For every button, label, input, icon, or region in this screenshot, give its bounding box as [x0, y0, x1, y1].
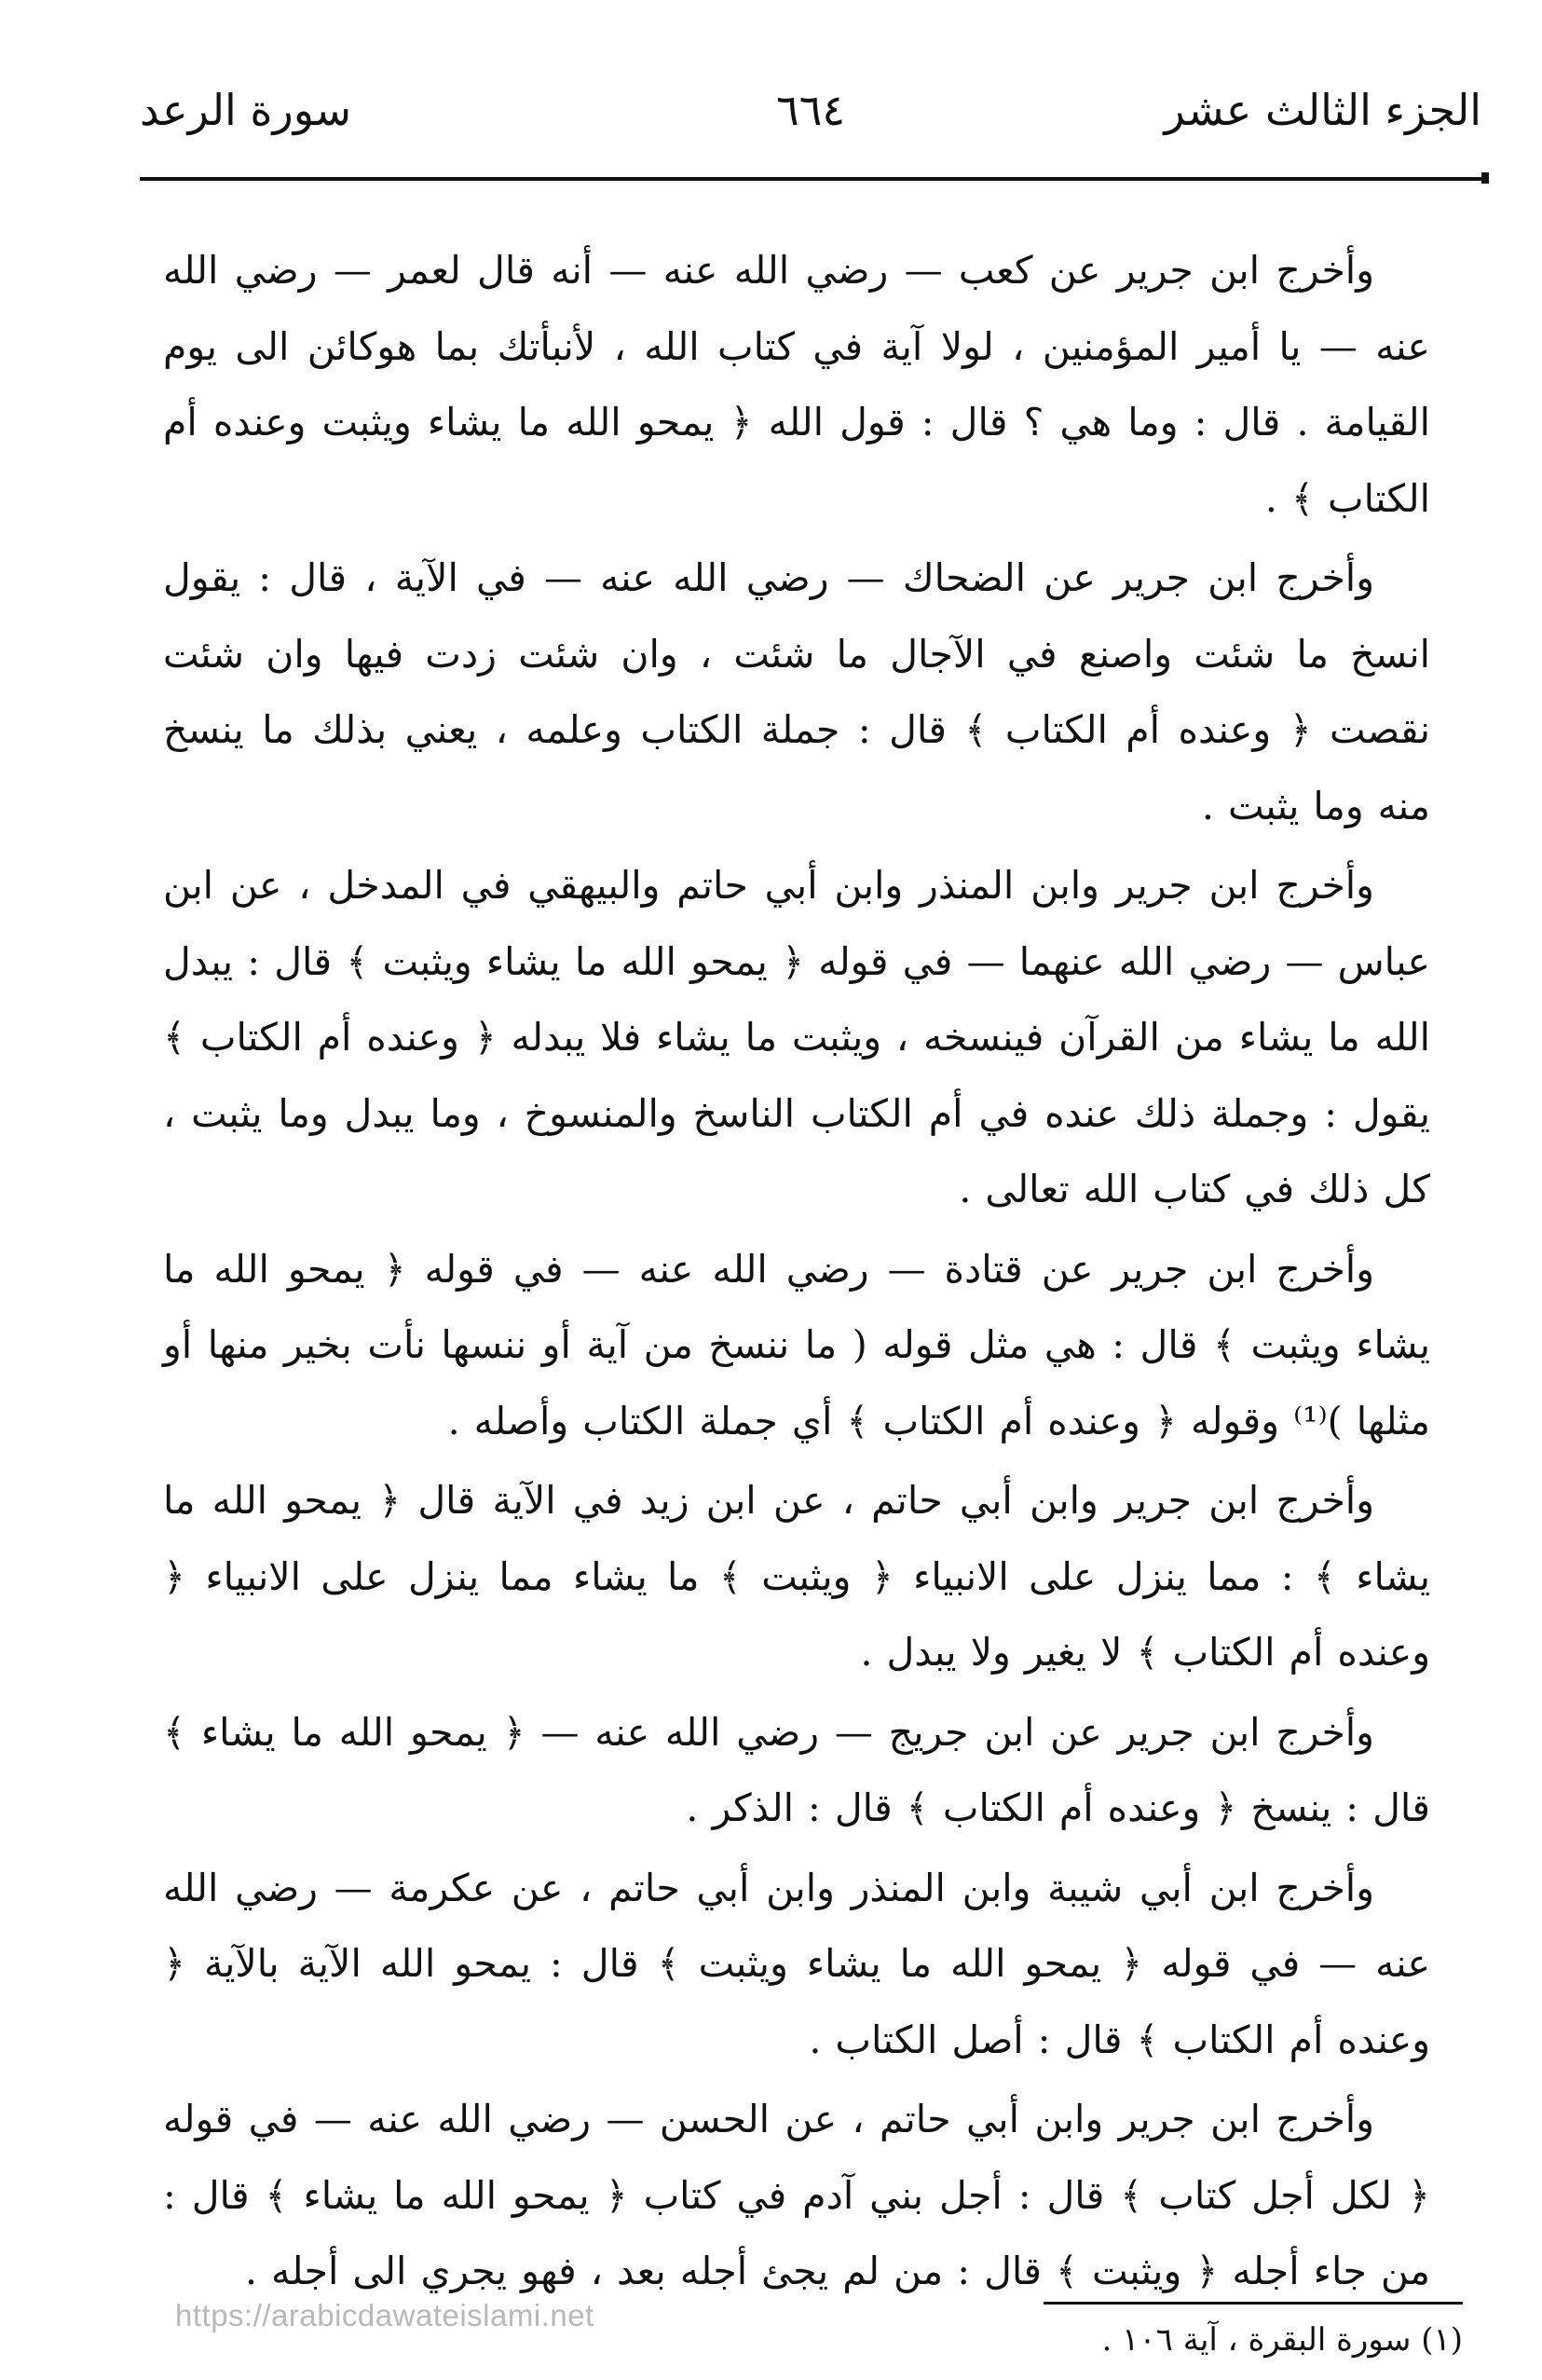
running-header — [140, 73, 1481, 147]
paragraph-6: وأخرج ابن جرير عن ابن جريج — رضي الله عنه — ﴿ يمحو الله ما يشاء ﴾ قال : ينسخ ﴿ وعنده أم الكتاب ﴾ قال : الذكر . — [163, 1709, 1430, 1830]
surah-title: سورة الرعد — [140, 85, 352, 135]
paragraph-3: وأخرج ابن جرير وابن المنذر وابن أبي حاتم والبيهقي في المدخل ، عن ابن عباس — رضي الله عنهما — في قوله ﴿ يمحو الله ما يشاء ويثبت ﴾ قال : يبدل الله ما يشاء من القرآن فينسخه ، ويثبت ما يشاء فلا يبدله ﴿ وعنده أم الكتاب ﴾ يقول : وجملة ذلك عنده في أم الكتاب الناسخ والمنسوخ ، وما يبدل وما يثبت ، كل ذلك في كتاب الله تعالى . — [163, 863, 1430, 1211]
paragraph-5: وأخرج ابن جرير وابن أبي حاتم ، عن ابن زيد في الآية قال ﴿ يمحو الله ما يشاء ﴾ : مما ينزل على الانبياء ﴿ ويثبت ﴾ ما يشاء مما ينزل على الانبياء ﴿ وعنده أم الكتاب ﴾ لا يغير ولا يبدل . — [163, 1478, 1430, 1675]
header-divider — [140, 177, 1481, 181]
body-text — [163, 233, 1430, 2314]
footnote: (١) سورة البقرة ، آية ١٠٦ . — [1101, 2321, 1463, 2359]
paragraph-4: وأخرج ابن جرير عن قتادة — رضي الله عنه — في قوله ﴿ يمحو الله ما يشاء ويثبت ﴾ قال : هي مثل قوله ( ما ننسخ من آية أو ننسها نأت بخير منها أو مثلها )⁽¹⁾ وقوله ﴿ وعنده أم الكتاب ﴾ أي جملة الكتاب وأصله . — [163, 1246, 1430, 1443]
part-title: الجزء الثالث عشر — [1164, 85, 1481, 135]
watermark-url: https://arabicdawateislami.net — [175, 2298, 594, 2332]
paragraph-7: وأخرج ابن أبي شيبة وابن المنذر وابن أبي حاتم ، عن عكرمة — رضي الله عنه — في قوله ﴿ يمحو الله ما يشاء ويثبت ﴾ قال : يمحو الله الآية بالآية ﴿ وعنده أم الكتاب ﴾ قال : أصل الكتاب . — [163, 1865, 1430, 2062]
footnote-divider — [1044, 2302, 1463, 2305]
paragraph-8: وأخرج ابن جرير وابن أبي حاتم ، عن الحسن — رضي الله عنه — في قوله ﴿ لكل أجل كتاب ﴾ قال : أجل بني آدم في كتاب ﴿ يمحو الله ما يشاء ﴾ قال : من جاء أجله ﴿ ويثبت ﴾ قال : من لم يجئ أجله بعد ، فهو يجري الى أجله . — [163, 2097, 1430, 2293]
page-number: ٦٦٤ — [775, 85, 846, 135]
paragraph-1: وأخرج ابن جرير عن كعب — رضي الله عنه — أنه قال لعمر — رضي الله عنه — يا أمير المؤمنين ، لولا آية في كتاب الله ، لأنبأتك بما هوكائن الى يوم القيامة . قال : وما هي ؟ قال : قول الله ﴿ يمحو الله ما يشاء ويثبت وعنده أم الكتاب ﴾ . — [163, 248, 1430, 521]
paragraph-2: وأخرج ابن جرير عن الضحاك — رضي الله عنه — في الآية ، قال : يقول انسخ ما شئت واصنع في الآجال ما شئت ، وان شئت زدت فيها وان شئت نقصت ﴿ وعنده أم الكتاب ﴾ قال : جملة الكتاب وعلمه ، يعني بذلك ما ينسخ منه وما يثبت . — [163, 555, 1430, 828]
